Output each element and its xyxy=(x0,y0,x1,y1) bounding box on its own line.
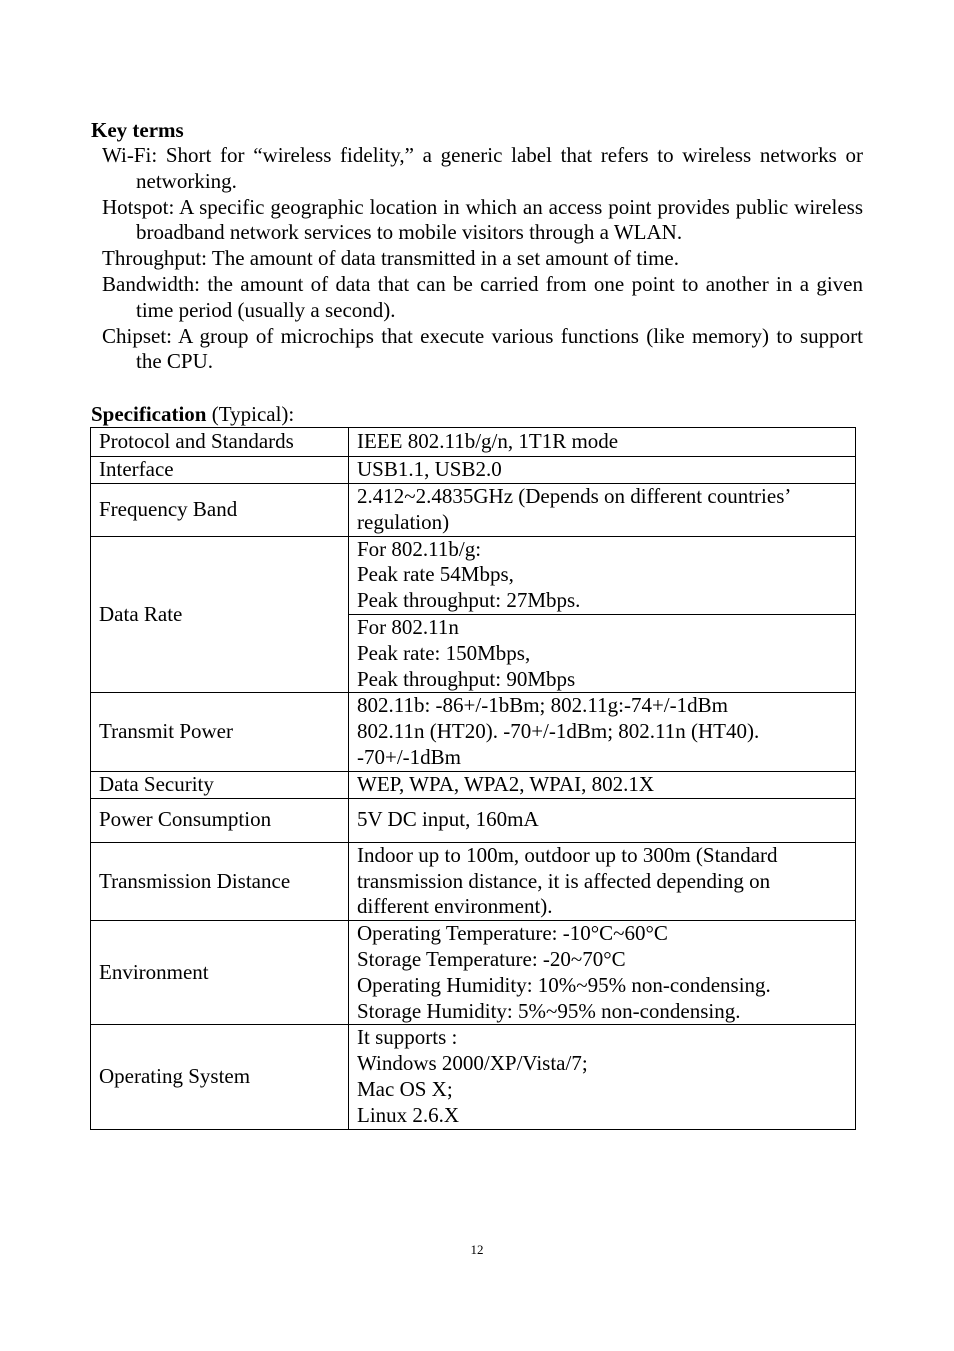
value-interface xyxy=(349,457,856,484)
value-os xyxy=(349,1025,856,1129)
term-throughput: Throughput: The amount of data transmitted in a set amount of time. xyxy=(102,246,679,271)
label-transmit-power: Transmit Power xyxy=(91,693,349,771)
value-line: 2.412~2.4835GHz (Depends on different countries’ xyxy=(357,484,792,508)
term-chipset: Chipset: A group of microchips that execute various functions (like memory) to support the CPU. xyxy=(102,323,863,374)
value-protocol xyxy=(349,428,856,457)
row-protocol xyxy=(91,428,856,457)
value-line: Peak throughput: 90Mbps xyxy=(357,666,576,691)
row-environment xyxy=(91,921,856,1025)
row-data-rate-bg xyxy=(91,536,856,614)
row-frequency xyxy=(91,484,856,537)
value-line: Storage Humidity: 5%~95% non-condensing. xyxy=(357,998,741,1023)
value-line: Operating Humidity: 10%~95% non-condensing. xyxy=(357,972,771,997)
value-transmit-power xyxy=(349,693,856,771)
value-distance xyxy=(349,842,856,920)
value-line: Operating Temperature: -10°C~60°C xyxy=(357,921,668,946)
label-os: Operating System xyxy=(91,1025,349,1129)
value-environment xyxy=(349,921,856,1025)
label-distance: Transmission Distance xyxy=(91,842,349,920)
label-data-security: Data Security xyxy=(91,771,349,798)
value-line: Storage Temperature: -20~70°C xyxy=(357,946,626,971)
value-line: Linux 2.6.X xyxy=(357,1102,460,1127)
value-line: regulation) xyxy=(357,509,450,534)
specification-title xyxy=(91,401,294,427)
row-os xyxy=(91,1025,856,1129)
value-data-rate-bg xyxy=(349,536,856,614)
value-line: WEP, WPA, WPA2, WPAI, 802.1X xyxy=(357,771,654,796)
row-power-consumption xyxy=(91,798,856,842)
specification-title-rest: (Typical): xyxy=(206,402,295,426)
value-line: For 802.11b/g: xyxy=(357,536,482,561)
value-line: It supports : xyxy=(357,1025,458,1050)
label-interface: Interface xyxy=(91,457,349,484)
value-line: Windows 2000/XP/Vista/7; xyxy=(357,1051,588,1076)
specification-title-bold: Specification xyxy=(91,402,207,426)
value-line: Indoor up to 100m, outdoor up to 300m (Standard xyxy=(357,842,778,867)
value-line: transmission distance, it is affected depending on xyxy=(357,868,771,893)
value-line: 5V DC input, 160mA xyxy=(357,807,539,832)
value-line: For 802.11n xyxy=(357,614,459,639)
specification-table xyxy=(90,427,856,1130)
value-line: different environment). xyxy=(357,894,553,919)
row-data-security xyxy=(91,771,856,798)
value-line: IEEE 802.11b/g/n, 1T1R mode xyxy=(357,429,619,454)
value-power-consumption xyxy=(349,798,856,842)
term-wifi: Wi-Fi: Short for “wireless fidelity,” a generic label that refers to wireless networks or networking. xyxy=(102,143,863,193)
value-data-security xyxy=(349,771,856,798)
value-line: Mac OS X; xyxy=(357,1076,453,1101)
term-bandwidth: Bandwidth: the amount of data that can be carried from one point to another in a given time period (usually a second). xyxy=(102,271,863,322)
label-environment: Environment xyxy=(91,921,349,1025)
value-line: 802.11b: -86+/-1bBm; 802.11g:-74+/-1dBm xyxy=(357,693,728,718)
value-line: -70+/-1dBm xyxy=(357,744,462,769)
row-transmit-power xyxy=(91,693,856,771)
term-hotspot: Hotspot: A specific geographic location in which an access point provides public wireless broadband network services to mobile visitors through a WLAN. xyxy=(102,194,863,245)
value-data-rate-n xyxy=(349,614,856,692)
value-line: USB1.1, USB2.0 xyxy=(357,457,502,482)
key-terms-heading: Key terms xyxy=(91,118,184,142)
value-line: 802.11n (HT20). -70+/-1dBm; 802.11n (HT40). xyxy=(357,719,760,744)
key-terms-list xyxy=(102,143,863,375)
label-data-rate: Data Rate xyxy=(91,536,349,693)
value-line: Peak throughput: 27Mbps. xyxy=(357,588,581,613)
value-frequency xyxy=(349,484,856,537)
value-line: Peak rate 54Mbps, xyxy=(357,562,514,587)
page-number: 12 xyxy=(470,1242,484,1257)
row-interface xyxy=(91,457,856,484)
label-protocol: Protocol and Standards xyxy=(91,428,349,457)
label-frequency: Frequency Band xyxy=(91,484,349,537)
row-distance xyxy=(91,842,856,920)
value-line: Peak rate: 150Mbps, xyxy=(357,640,531,665)
label-power-consumption: Power Consumption xyxy=(91,798,349,842)
